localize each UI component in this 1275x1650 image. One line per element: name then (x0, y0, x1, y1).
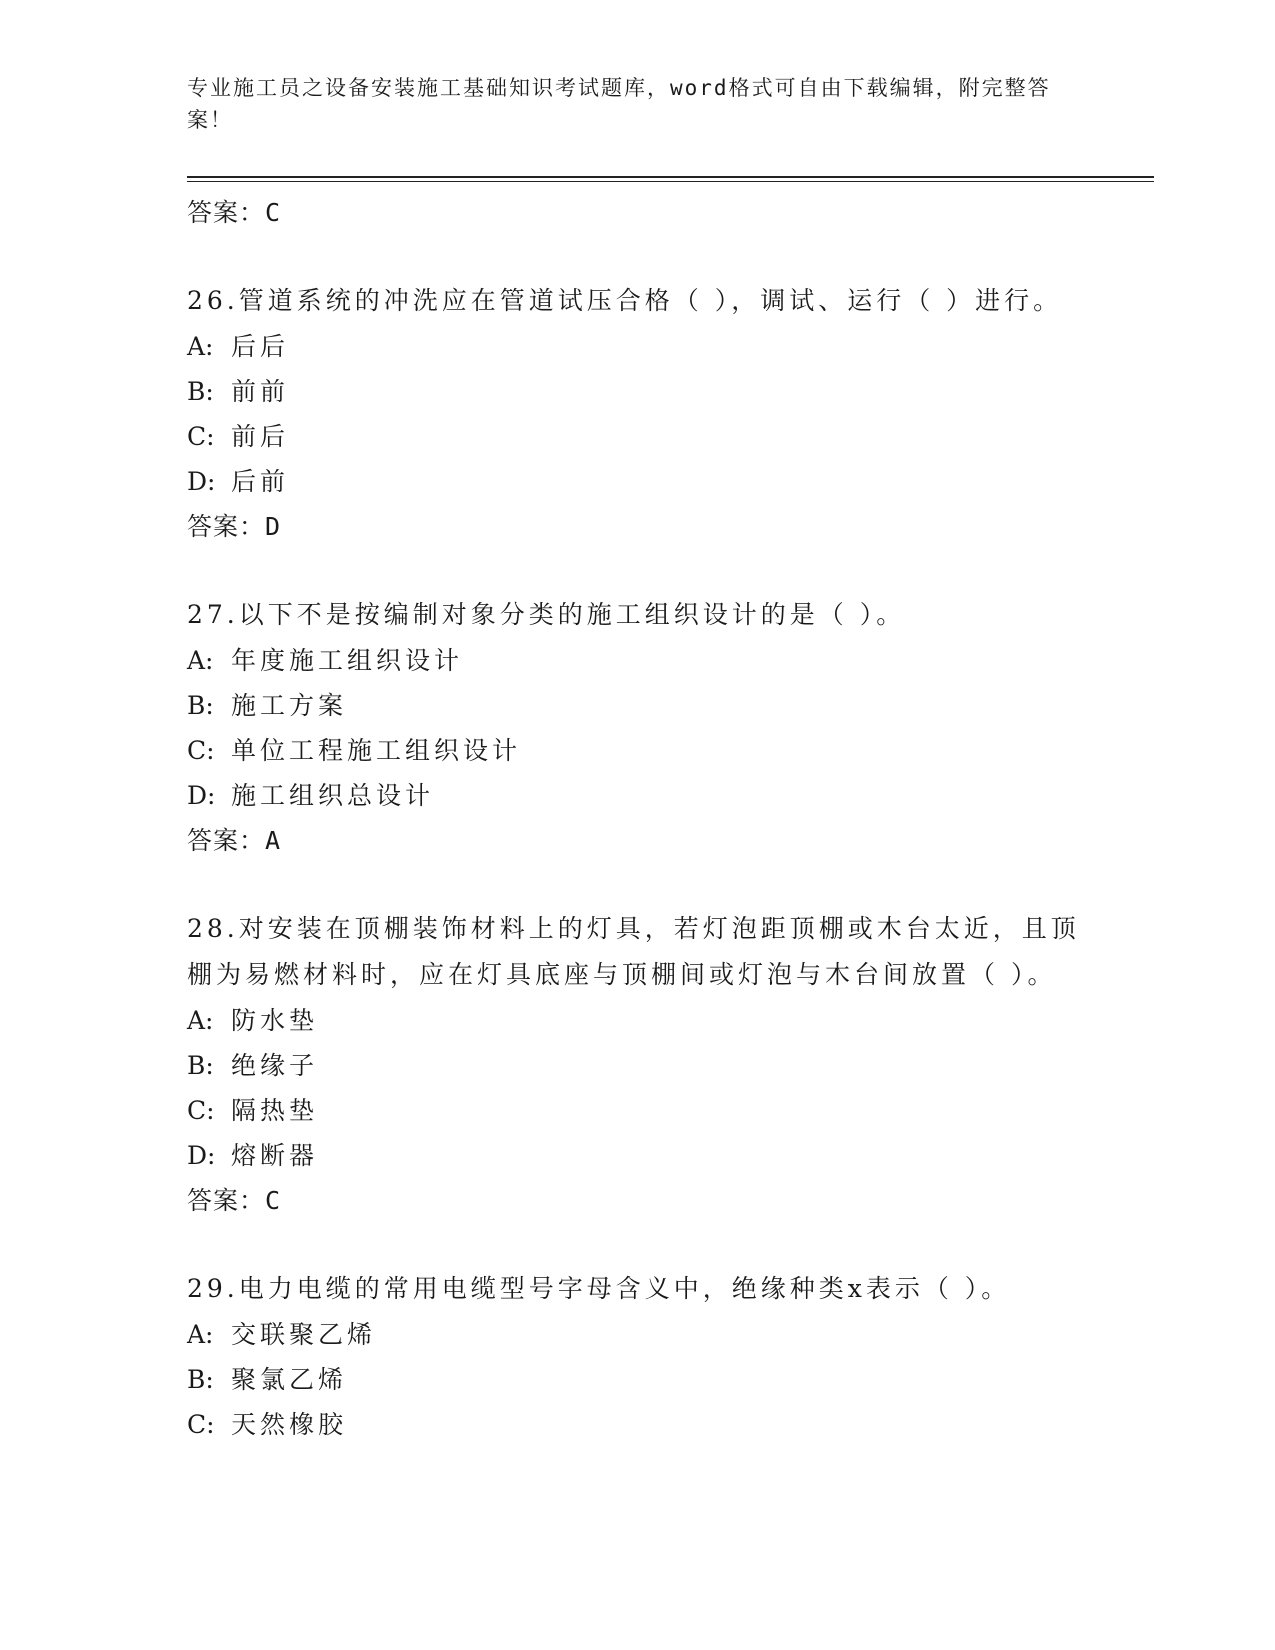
question-stem: 27.以下不是按编制对象分类的施工组织设计的是（ ）。 (187, 600, 906, 629)
option-d (187, 459, 1087, 504)
question-28 (187, 906, 1087, 1224)
option-text: 交联聚乙烯 (231, 1320, 377, 1349)
option-c (187, 1402, 1087, 1447)
answer-line: 答案：D (187, 512, 282, 541)
question-stem: 26.管道系统的冲洗应在管道试压合格（ ），调试、运行（ ）进行。 (187, 286, 1063, 315)
header-rule-thin (187, 181, 1154, 182)
option-letter: B: (187, 1365, 214, 1394)
option-d (187, 1133, 1087, 1178)
option-a (187, 998, 1087, 1043)
option-text: 单位工程施工组织设计 (231, 736, 522, 765)
option-text: 绝缘子 (231, 1051, 319, 1080)
question-26 (187, 278, 1087, 550)
document-body (187, 190, 1087, 1447)
option-b (187, 369, 1087, 414)
option-letter: A: (187, 1320, 214, 1349)
answer-line: 答案：C (187, 198, 282, 227)
header-rule-thick (187, 176, 1154, 178)
option-b (187, 1357, 1087, 1402)
option-text: 熔断器 (231, 1141, 319, 1170)
option-letter: C: (187, 1096, 215, 1125)
option-a (187, 638, 1087, 683)
option-text: 防水垫 (231, 1006, 319, 1035)
option-text: 后前 (231, 467, 290, 496)
question-29 (187, 1266, 1087, 1447)
question-stem: 28.对安装在顶棚装饰材料上的灯具，若灯泡距顶棚或木台太近，且顶棚为易燃材料时，应在灯具底座与顶棚间或灯泡与木台间放置（ ）。 (187, 914, 1080, 989)
option-letter: A: (187, 332, 214, 361)
option-letter: A: (187, 646, 214, 675)
answer-line: 答案：A (187, 826, 282, 855)
option-a (187, 324, 1087, 369)
question-stem: 29.电力电缆的常用电缆型号字母含义中，绝缘种类x表示（ ）。 (187, 1274, 1011, 1303)
option-text: 聚氯乙烯 (231, 1365, 348, 1394)
option-letter: A: (187, 1006, 214, 1035)
option-b (187, 683, 1087, 728)
option-letter: C: (187, 736, 215, 765)
option-text: 天然橡胶 (231, 1410, 348, 1439)
option-letter: B: (187, 1051, 214, 1080)
option-b (187, 1043, 1087, 1088)
option-c (187, 1088, 1087, 1133)
option-letter: D: (187, 781, 216, 810)
question-27 (187, 592, 1087, 864)
option-text: 前前 (231, 377, 290, 406)
option-text: 隔热垫 (231, 1096, 319, 1125)
option-d (187, 773, 1087, 818)
option-text: 施工组织总设计 (231, 781, 435, 810)
option-letter: B: (187, 691, 214, 720)
option-letter: C: (187, 422, 215, 451)
option-text: 后后 (231, 332, 290, 361)
document-header: 专业施工员之设备安装施工基础知识考试题库，word格式可自由下载编辑，附完整答案！ (187, 76, 1051, 132)
option-c (187, 728, 1087, 773)
option-text: 施工方案 (231, 691, 348, 720)
option-text: 年度施工组织设计 (231, 646, 464, 675)
option-letter: D: (187, 1141, 216, 1170)
option-letter: C: (187, 1410, 215, 1439)
option-text: 前后 (231, 422, 290, 451)
option-letter: B: (187, 377, 214, 406)
option-a (187, 1312, 1087, 1357)
option-letter: D: (187, 467, 216, 496)
answer-line: 答案：C (187, 1186, 282, 1215)
option-c (187, 414, 1087, 459)
